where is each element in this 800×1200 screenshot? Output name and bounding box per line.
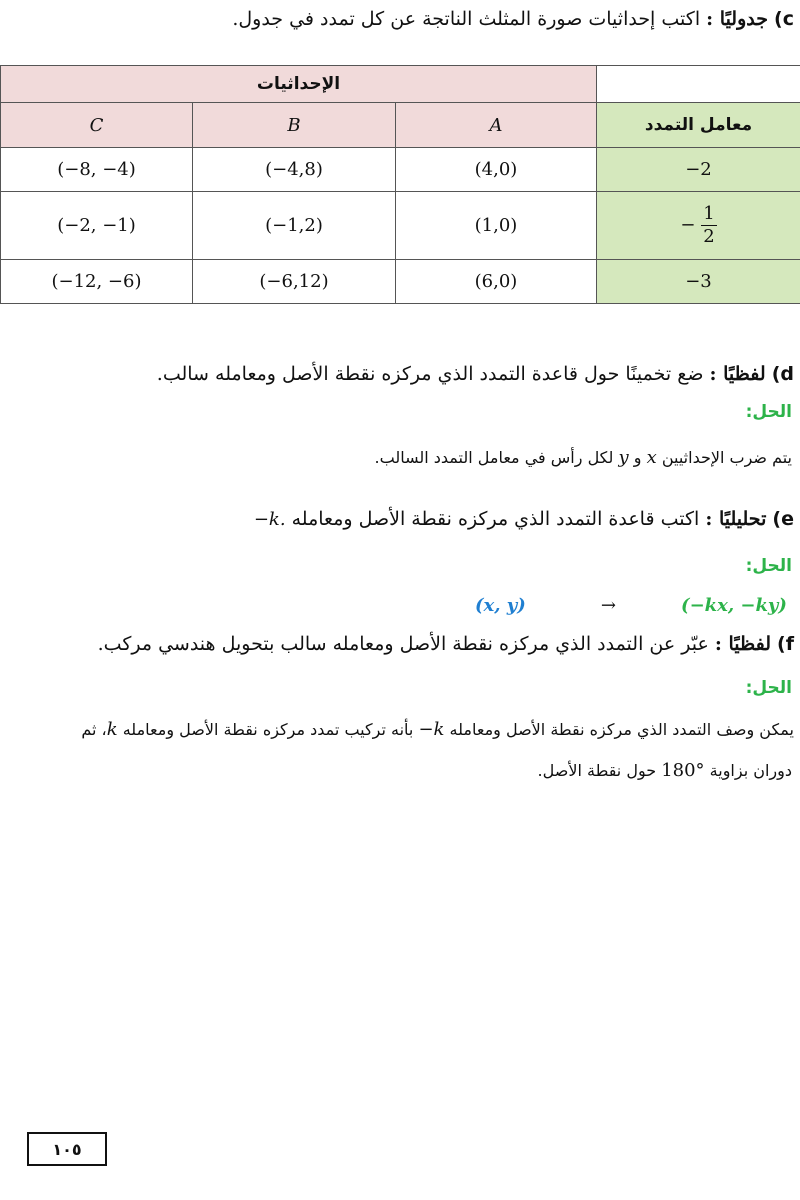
question-e (254, 508, 794, 530)
cell-b: (−6,12) (193, 260, 396, 304)
answer-f-line1 (81, 719, 794, 740)
answer-d (375, 447, 792, 468)
cell-b: (−1,2) (193, 192, 396, 260)
table-row (1, 260, 800, 304)
cell-c: (−2, −1) (1, 192, 193, 260)
math-input: (x, y) (475, 595, 526, 616)
fraction-numerator: 1 (703, 203, 715, 224)
question-letter: c) (774, 8, 794, 30)
question-keyword: جدوليًا : (706, 8, 768, 30)
cell-a: (6,0) (396, 260, 597, 304)
arrow-icon: → (600, 595, 616, 616)
cell-b: (−4,8) (193, 148, 396, 192)
answer-text: لكل رأس في معامل التمدد السالب. (374, 448, 614, 467)
answer-text: بأنه تركيب تمدد مركزه نقطة الأصل ومعامله (122, 720, 414, 739)
cell-factor: −3 (597, 260, 800, 304)
solution-label: الحل: (745, 556, 792, 576)
table-row (1, 148, 800, 192)
answer-text: يمكن وصف التمدد الذي مركزه نقطة الأصل ومعامله (449, 720, 794, 739)
coordinates-table (0, 65, 800, 304)
conjunction: و (633, 448, 642, 467)
question-text: ضع تخمينًا حول قاعدة التمدد الذي مركزه نقطة الأصل ومعامله سالب. (156, 363, 704, 385)
question-keyword: لفظيًا : (709, 363, 766, 385)
column-header-b: B (193, 103, 396, 148)
column-header-a: A (396, 103, 597, 148)
angle-value: 180° (661, 760, 705, 781)
variable-k: k (106, 719, 118, 740)
cell-a: (1,0) (396, 192, 597, 260)
page-number: ١٠٥ (27, 1132, 107, 1166)
table-row (1, 192, 800, 260)
variable-x: x (646, 447, 657, 468)
question-text: عبّر عن التمدد الذي مركزه نقطة الأصل ومعامله سالب بتحويل هندسي مركب. (97, 633, 709, 655)
question-letter: e) (772, 508, 794, 530)
answer-text: حول نقطة الأصل. (537, 761, 657, 780)
factor-header: معامل التمدد (597, 103, 800, 148)
answer-text: دوران بزاوية (709, 761, 792, 780)
question-letter: d) (771, 363, 794, 385)
column-header-c: C (1, 103, 193, 148)
cell-c: (−8, −4) (1, 148, 193, 192)
cell-a: (4,0) (396, 148, 597, 192)
cell-factor: −2 (597, 148, 800, 192)
question-text: اكتب قاعدة التمدد الذي مركزه نقطة الأصل ومعامله (291, 508, 700, 530)
cell-factor-fraction (597, 192, 800, 260)
math-output: (−kx, −ky) (681, 595, 787, 616)
cell-c: (−12, −6) (1, 260, 193, 304)
coordinates-group-header: الإحداثيات (1, 66, 597, 103)
answer-f-line2 (538, 760, 792, 781)
question-c (232, 8, 794, 30)
variable-k: −k. (253, 509, 286, 530)
solution-label: الحل: (745, 678, 792, 698)
question-f (98, 633, 794, 655)
variable-neg-k: k− (418, 719, 445, 740)
solution-label: الحل: (745, 402, 792, 422)
fraction (701, 203, 716, 248)
rule-mapping (475, 595, 787, 616)
answer-text: يتم ضرب الإحداثيين (661, 448, 792, 467)
question-text: اكتب إحداثيات صورة المثلث الناتجة عن كل تمدد في جدول. (232, 8, 701, 30)
empty-corner-cell (597, 66, 800, 103)
question-keyword: لفظيًا : (714, 633, 771, 655)
variable-y: y (618, 447, 629, 468)
question-d (157, 363, 794, 385)
fraction-denominator: 2 (703, 226, 715, 247)
question-letter: f) (777, 633, 794, 655)
answer-text: ، ثم (81, 720, 107, 739)
fraction-sign: − (680, 214, 696, 236)
question-keyword: تحليليًا : (705, 508, 767, 530)
